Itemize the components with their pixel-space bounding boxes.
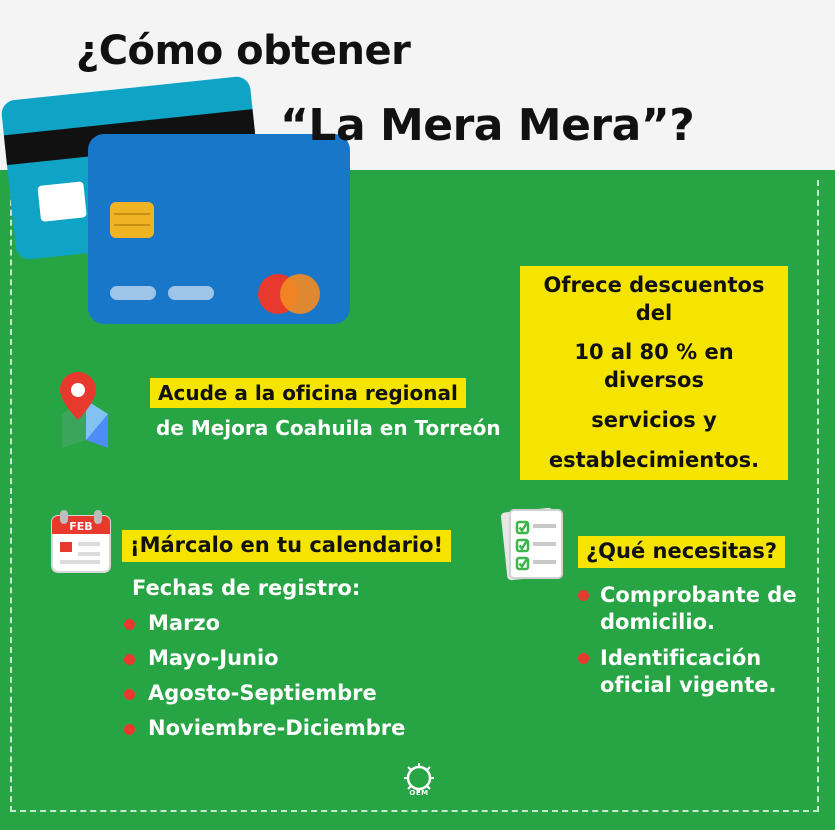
- card-logo-circle-orange: [280, 274, 320, 314]
- registration-dates-list: [122, 611, 462, 740]
- credit-card-front: [88, 134, 350, 324]
- card-chip-icon: [110, 202, 154, 238]
- calendar-icon: [48, 508, 114, 578]
- calendar-block: [122, 530, 462, 751]
- oem-logo-label: OEM: [409, 789, 429, 797]
- location-text: de Mejora Coahuila en Torreón: [156, 416, 501, 441]
- offer-line-4: establecimientos.: [520, 441, 788, 481]
- offer-line-3: servicios y: [520, 401, 788, 441]
- list-item: Comprobante de domicilio.: [578, 582, 828, 636]
- card-white-block: [37, 181, 87, 222]
- calendar-highlight-wrap: [122, 530, 462, 562]
- location-block: [150, 378, 530, 440]
- requirements-highlight: ¿Qué necesitas?: [578, 536, 785, 568]
- list-item: Mayo-Junio: [122, 646, 462, 670]
- card-number-bar: [168, 286, 214, 300]
- svg-text:FEB: FEB: [69, 520, 93, 533]
- location-highlight-wrap: [150, 378, 530, 408]
- requirements-list: [578, 582, 828, 700]
- list-item: Agosto-Septiembre: [122, 681, 462, 705]
- list-item: Identificación oficial vigente.: [578, 645, 828, 699]
- offer-line-1: Ofrece descuentos del: [520, 266, 788, 333]
- page-title-line1: ¿Cómo obtener: [76, 28, 411, 74]
- offer-line-2: 10 al 80 % en diversos: [520, 333, 788, 400]
- location-highlight: Acude a la oficina regional: [150, 378, 466, 408]
- offer-callout: [520, 266, 788, 480]
- checklist-document-icon: [498, 504, 570, 586]
- page-title-line2: “La Mera Mera”?: [280, 100, 695, 151]
- calendar-highlight: ¡Márcalo en tu calendario!: [122, 530, 451, 562]
- oem-logo-icon: [398, 762, 440, 808]
- requirements-highlight-wrap: [578, 536, 828, 568]
- requirements-block: [578, 536, 828, 709]
- list-item: Marzo: [122, 611, 462, 635]
- card-number-bar: [110, 286, 156, 300]
- registration-dates-label: Fechas de registro:: [132, 575, 361, 600]
- list-item: Noviembre-Diciembre: [122, 716, 462, 740]
- map-pin-icon: [52, 370, 122, 450]
